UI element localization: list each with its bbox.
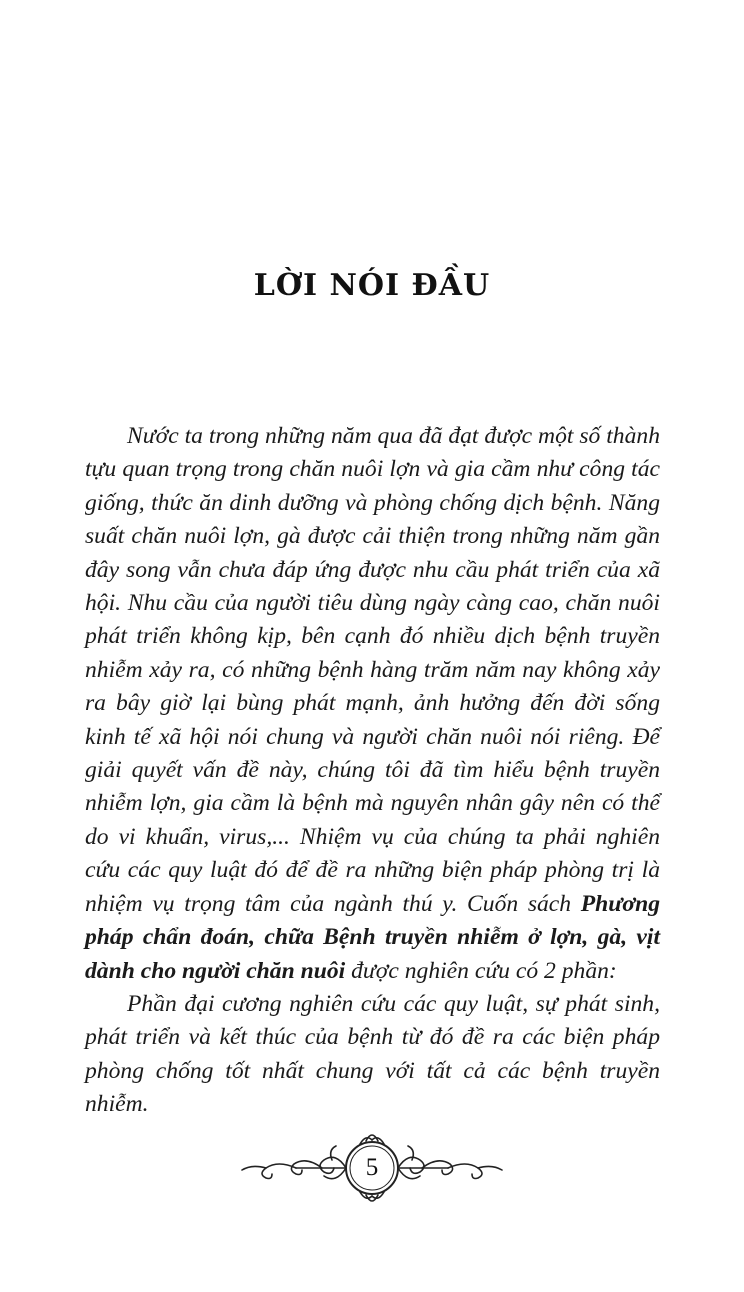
- paragraph-intro-end: được nghiên cứu có 2 phần:: [345, 957, 617, 984]
- page-number: 5: [365, 1154, 379, 1181]
- page-title: LỜI NÓI ĐẦU: [253, 268, 491, 303]
- paragraph-intro-text: Nước ta trong những năm qua đã đạt được một số thành tựu quan trọng trong chăn nuôi lợn và gia cầm như công tác giống, thức ăn dinh dưỡng và phòng chống dịch bệnh. Năng suất chăn nuôi lợn, gà được cải thiện trong những năm gần đây song vẫn chưa đáp ứng được nhu cầu phát triển của xã hội. Nhu cầu của người tiêu dùng ngày càng cao, chăn nuôi phát triển không kịp, bên cạnh đó nhiều dịch bệnh truyền nhiễm xảy ra, có những bệnh hàng trăm năm nay không xảy ra bây giờ lại bùng phát mạnh, ảnh hưởng đến đời sống kinh tế xã hội nói chung và người chăn nuôi nói riêng. Để giải quyết vấn đề này, chúng tôi đã tìm hiểu bệnh truyền nhiễm lợn, gia cầm là bệnh mà nguyên nhân gây nên có thể do vi khuẩn, virus,... Nhiệm vụ của chúng ta phải nghiên cứu các quy luật đó để đề ra những biện pháp phòng trị là nhiệm vụ trọng tâm của ngành thú y. Cuốn sách: [85, 423, 660, 917]
- book-title-bold: Phương pháp chẩn đoán, chữa Bệnh truyền nhiễm ở lợn, gà, vịt dành cho người chăn nuôi: [85, 890, 660, 984]
- body-text: [85, 420, 660, 1122]
- paragraph-intro: [85, 420, 660, 988]
- paragraph-general-part: Phần đại cương nghiên cứu các quy luật, sự phát sinh, phát triển và kết thúc của bệnh từ đó đề ra các biện pháp phòng chống tốt nhất chung với tất cả các bệnh truyền nhiễm.: [85, 990, 660, 1118]
